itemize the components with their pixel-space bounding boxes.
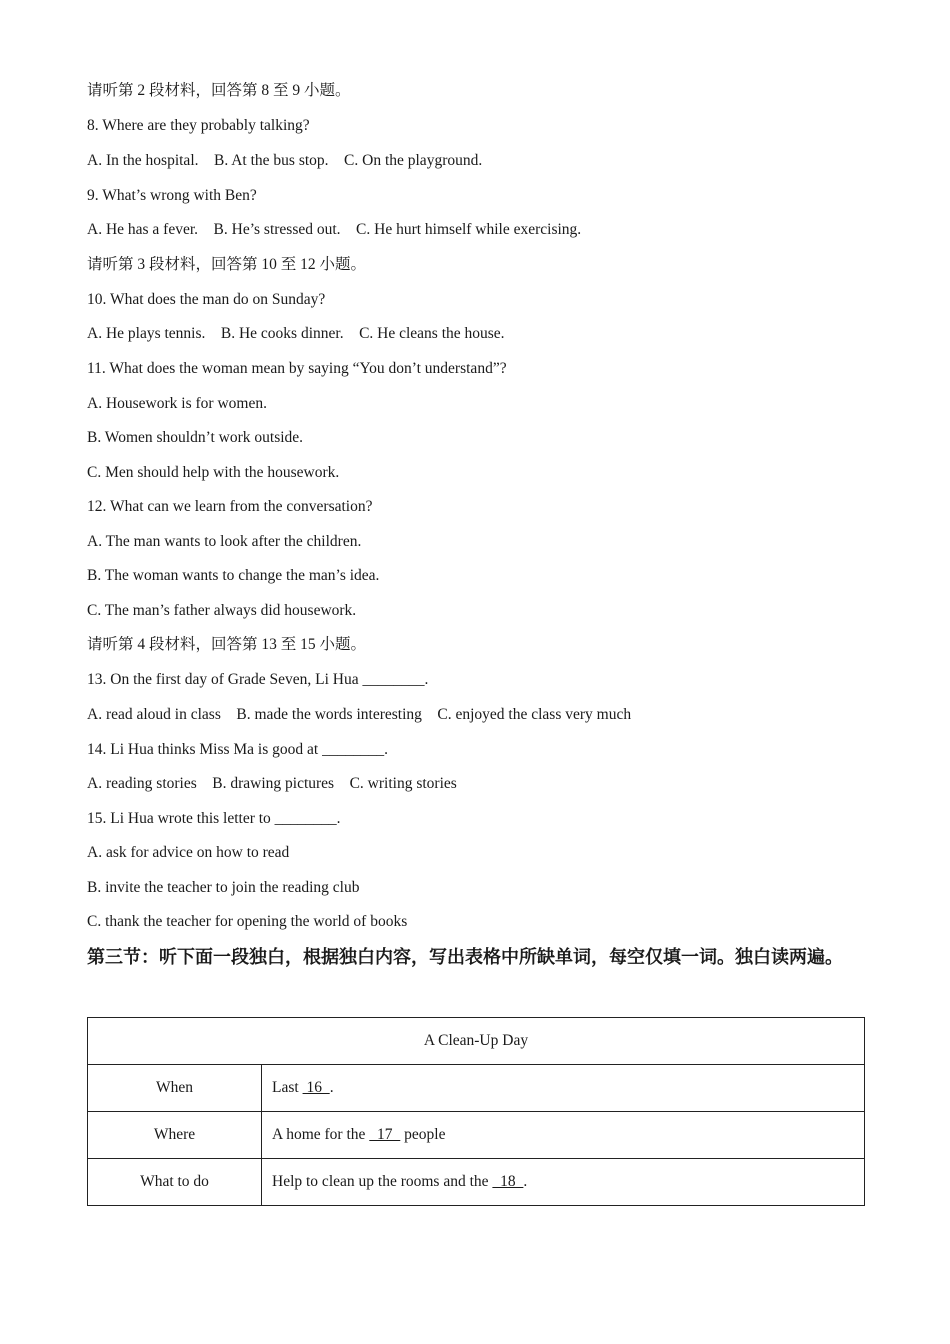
- question-12-option-a: A. The man wants to look after the children.: [87, 533, 362, 550]
- question-14-options: A. reading stories B. drawing pictures C. writing stories: [87, 775, 457, 792]
- row-label: When: [88, 1065, 262, 1112]
- answer-blank-18: 18: [492, 1173, 524, 1190]
- table-row: [88, 1159, 865, 1206]
- table-row: [88, 1112, 865, 1159]
- row-content: [262, 1065, 865, 1112]
- question-15-option-b: B. invite the teacher to join the reading club: [87, 879, 360, 896]
- question-9-options: A. He has a fever. B. He’s stressed out. C. He hurt himself while exercising.: [87, 221, 582, 238]
- row-label: Where: [88, 1112, 262, 1159]
- question-11-option-a: A. Housework is for women.: [87, 395, 267, 412]
- question-10-options: A. He plays tennis. B. He cooks dinner. C. He cleans the house.: [87, 325, 505, 342]
- section-instruction: 请听第 4 段材料，回答第 13 至 15 小题。: [87, 636, 367, 653]
- section-instruction: 请听第 3 段材料，回答第 10 至 12 小题。: [87, 256, 367, 273]
- row-text: Last: [272, 1079, 303, 1096]
- row-text: .: [329, 1079, 334, 1096]
- question-9: 9. What’s wrong with Ben?: [87, 187, 257, 204]
- question-11-option-c: C. Men should help with the housework.: [87, 464, 340, 481]
- row-text: .: [523, 1173, 528, 1190]
- question-15-option-a: A. ask for advice on how to read: [87, 844, 290, 861]
- row-text: A home for the: [272, 1126, 370, 1143]
- question-13: 13. On the first day of Grade Seven, Li Hua ________.: [87, 671, 429, 688]
- question-15-option-c: C. thank the teacher for opening the world of books: [87, 913, 408, 930]
- row-text: people: [400, 1126, 446, 1143]
- question-11-option-b: B. Women shouldn’t work outside.: [87, 429, 304, 446]
- question-11: 11. What does the woman mean by saying “You don’t understand”?: [87, 360, 507, 377]
- section-heading: 第三节：听下面一段独白，根据独白内容，写出表格中所缺单词，每空仅填一词。独白读两遍。: [87, 947, 843, 968]
- table-row: [88, 1065, 865, 1112]
- row-content: [262, 1159, 865, 1206]
- section-instruction: 请听第 2 段材料，回答第 8 至 9 小题。: [87, 82, 351, 99]
- table-row: [88, 1018, 865, 1065]
- question-12: 12. What can we learn from the conversation?: [87, 498, 373, 515]
- question-12-option-c: C. The man’s father always did housework.: [87, 602, 357, 619]
- row-content: [262, 1112, 865, 1159]
- question-14: 14. Li Hua thinks Miss Ma is good at ________.: [87, 741, 388, 758]
- question-8: 8. Where are they probably talking?: [87, 117, 310, 134]
- clean-up-table: [87, 1017, 865, 1206]
- row-text: Help to clean up the rooms and the: [272, 1173, 493, 1190]
- question-8-options: A. In the hospital. B. At the bus stop. C. On the playground.: [87, 152, 483, 169]
- question-13-options: A. read aloud in class B. made the words interesting C. enjoyed the class very much: [87, 706, 632, 723]
- answer-blank-16: 16: [302, 1079, 330, 1096]
- question-10: 10. What does the man do on Sunday?: [87, 291, 326, 308]
- question-12-option-b: B. The woman wants to change the man’s idea.: [87, 567, 380, 584]
- table-title: A Clean-Up Day: [88, 1018, 865, 1065]
- question-15: 15. Li Hua wrote this letter to ________.: [87, 810, 341, 827]
- answer-blank-17: 17: [369, 1126, 401, 1143]
- row-label: What to do: [88, 1159, 262, 1206]
